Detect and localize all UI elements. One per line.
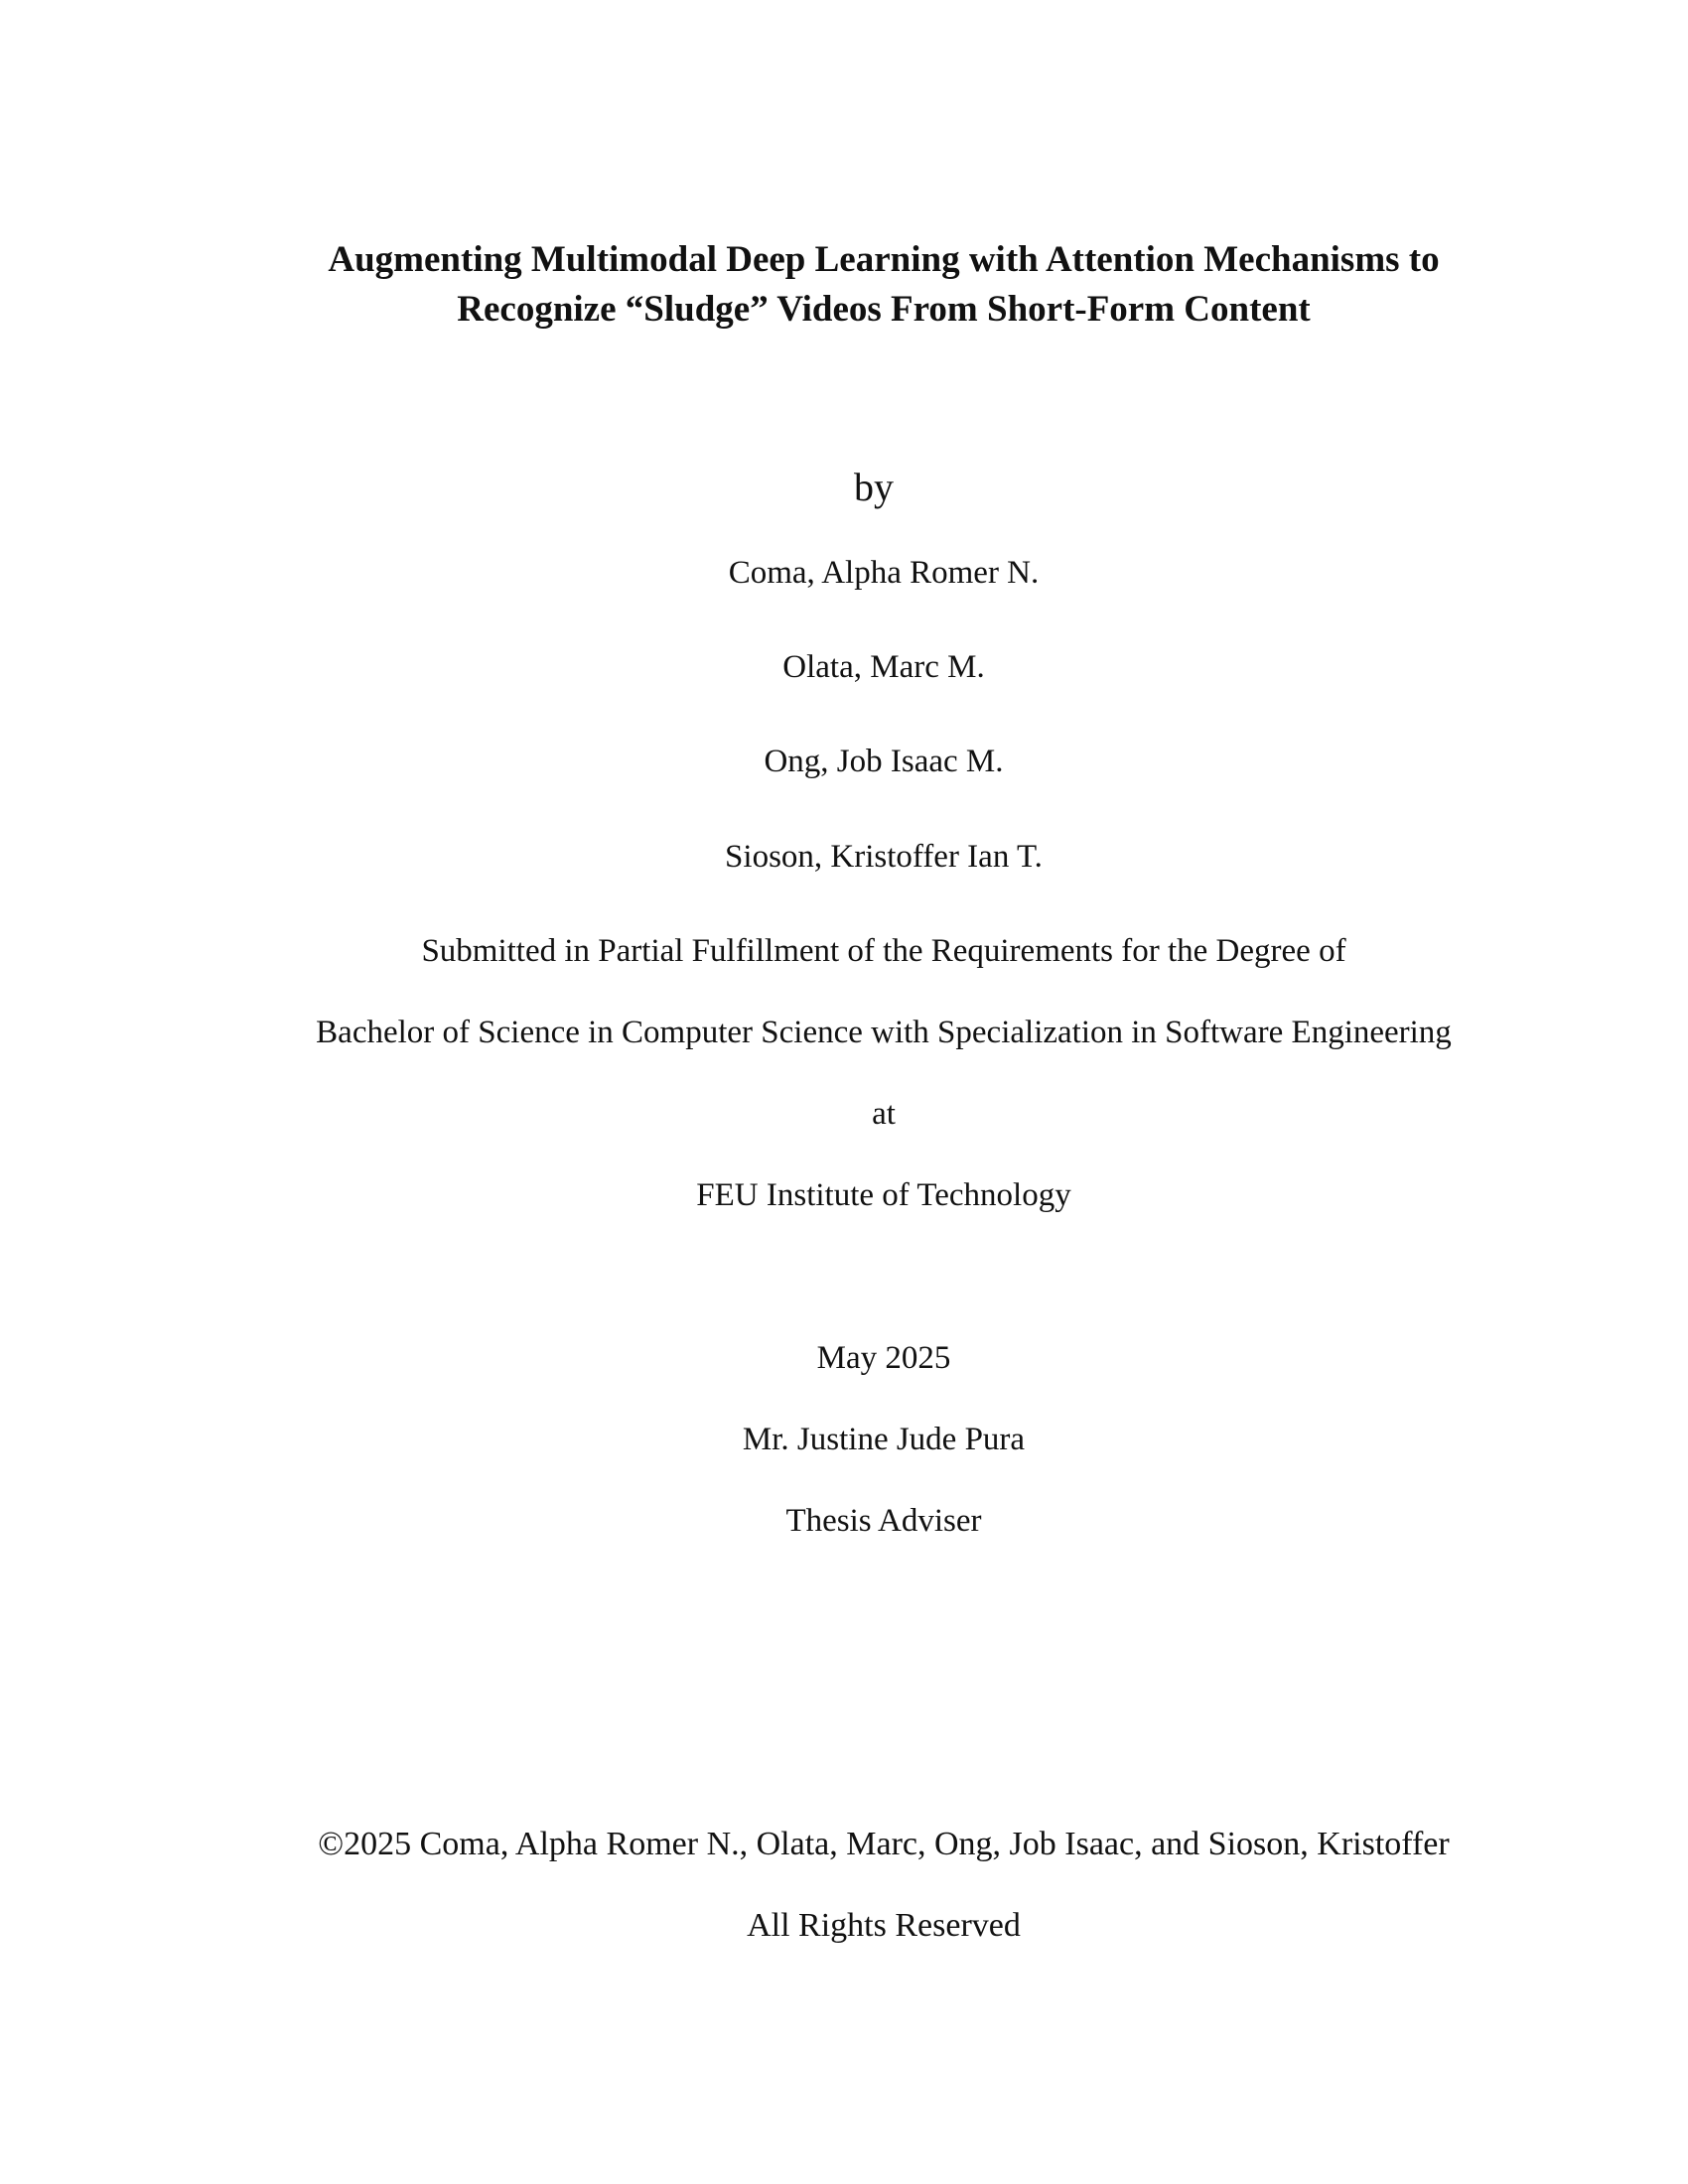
at-label: at: [872, 1096, 896, 1132]
adviser-role: Thesis Adviser: [785, 1503, 982, 1539]
by-label: by: [854, 465, 894, 509]
rights-statement: All Rights Reserved: [747, 1907, 1021, 1944]
degree-name: Bachelor of Science in Computer Science with Specialization in Software Engineering: [316, 1015, 1452, 1050]
adviser-name: Mr. Justine Jude Pura: [742, 1422, 1026, 1457]
author-name: Ong, Job Isaac M.: [764, 744, 1004, 779]
thesis-title-line-1: Augmenting Multimodal Deep Learning with Attention Mechanisms to: [328, 239, 1440, 280]
submission-date: May 2025: [816, 1340, 951, 1376]
copyright-notice: ©2025 Coma, Alpha Romer N., Olata, Marc, Ong, Job Isaac, and Sioson, Kristoffer: [318, 1826, 1450, 1862]
author-name: Sioson, Kristoffer Ian T.: [725, 839, 1043, 875]
author-name: Coma, Alpha Romer N.: [728, 555, 1040, 591]
author-name: Olata, Marc M.: [782, 649, 985, 685]
institution-name: FEU Institute of Technology: [696, 1177, 1071, 1213]
thesis-title-line-2: Recognize “Sludge” Videos From Short-Form Content: [457, 289, 1311, 330]
submission-statement: Submitted in Partial Fulfillment of the Requirements for the Degree of: [421, 933, 1346, 969]
